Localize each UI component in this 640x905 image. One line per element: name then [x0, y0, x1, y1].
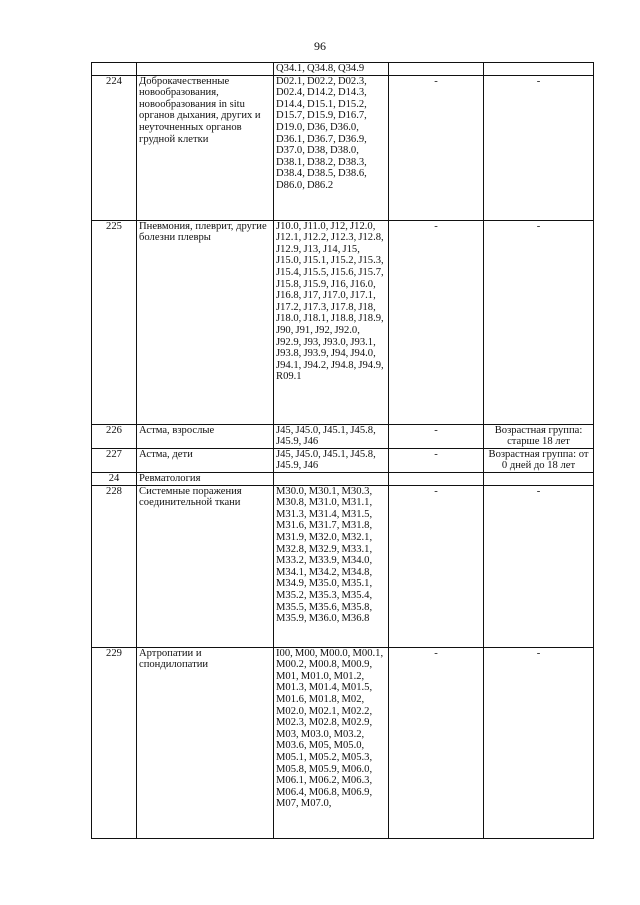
group-name: Астма, взрослые — [137, 424, 274, 448]
row-number: 228 — [92, 485, 137, 647]
classification-table — [91, 62, 594, 839]
group-name — [137, 63, 274, 76]
row-number: 224 — [92, 75, 137, 220]
extra-criterion: - — [389, 448, 484, 472]
icd-codes: I00, M00, M00.0, M00.1, M00.2, M00.8, M00.9, M01, M01.0, M01.2, M01.3, M01.4, M01.5, M01.6, M01.8, M02, M02.0, M02.1, M02.2, M02.3, M02.8, M02.9, M03, M03.0, M03.2, M03.6, M05, M05.0, M05.1, M05.2, M05.3, M05.8, M05.9, M06.0, M06.1, M06.2, M06.3, M06.4, M06.8, M06.9, M07, M07.0, — [274, 647, 389, 838]
section-title: Ревматология — [137, 472, 274, 485]
extra-criterion: - — [389, 220, 484, 424]
row-number: 226 — [92, 424, 137, 448]
table-row — [92, 647, 594, 838]
page-number: 96 — [314, 39, 326, 53]
age-group-condition: Возрастная группа: от 0 дней до 18 лет — [484, 448, 594, 472]
other-criterion: - — [484, 75, 594, 220]
icd-codes: D02.1, D02.2, D02.3, D02.4, D14.2, D14.3, D14.4, D15.1, D15.2, D15.7, D15.9, D16.7, D19.0, D36, D36.0, D36.1, D36.7, D36.9, D37.0, D38, D38.0, D38.1, D38.2, D38.3, D38.4, D38.5, D38.6, D86.0, D86.2 — [274, 75, 389, 220]
group-name: Артропатии и спондилопатии — [137, 647, 274, 838]
icd-codes: J45, J45.0, J45.1, J45.8, J45.9, J46 — [274, 424, 389, 448]
other-criterion — [484, 472, 594, 485]
table-row — [92, 220, 594, 424]
section-number: 24 — [92, 472, 137, 485]
row-number: 229 — [92, 647, 137, 838]
icd-codes: M30.0, M30.1, M30.3, M30.8, M31.0, M31.1, M31.3, M31.4, M31.5, M31.6, M31.7, M31.8, M31.9, M32.0, M32.1, M32.8, M32.9, M33.1, M33.2, M33.9, M34.0, M34.1, M34.2, M34.8, M34.9, M35.0, M35.1, M35.2, M35.3, M35.4, M35.5, M35.6, M35.8, M35.9, M36.0, M36.8 — [274, 485, 389, 647]
table-row — [92, 448, 594, 472]
extra-criterion: - — [389, 485, 484, 647]
table-row — [92, 424, 594, 448]
extra-criterion: - — [389, 647, 484, 838]
other-criterion — [484, 63, 594, 76]
icd-codes: J45, J45.0, J45.1, J45.8, J45.9, J46 — [274, 448, 389, 472]
group-name: Системные поражения соединительной ткани — [137, 485, 274, 647]
row-number — [92, 63, 137, 76]
section-row — [92, 472, 594, 485]
extra-criterion — [389, 63, 484, 76]
group-name: Астма, дети — [137, 448, 274, 472]
icd-codes — [274, 472, 389, 485]
table-row — [92, 75, 594, 220]
extra-criterion — [389, 472, 484, 485]
row-number: 225 — [92, 220, 137, 424]
other-criterion: - — [484, 647, 594, 838]
other-criterion: - — [484, 485, 594, 647]
row-number: 227 — [92, 448, 137, 472]
extra-criterion: - — [389, 75, 484, 220]
icd-codes: Q34.1, Q34.8, Q34.9 — [274, 63, 389, 76]
table-row — [92, 63, 594, 76]
table-row — [92, 485, 594, 647]
age-group-condition: Возрастная группа: старше 18 лет — [484, 424, 594, 448]
extra-criterion: - — [389, 424, 484, 448]
group-name: Пневмония, плеврит, другие болезни плевры — [137, 220, 274, 424]
other-criterion: - — [484, 220, 594, 424]
icd-codes: J10.0, J11.0, J12, J12.0, J12.1, J12.2, J12.3, J12.8, J12.9, J13, J14, J15, J15.0, J15.1, J15.2, J15.3, J15.4, J15.5, J15.6, J15.7, J15.8, J15.9, J16, J16.0, J16.8, J17, J17.0, J17.1, J17.2, J17.3, J17.8, J18, J18.0, J18.1, J18.8, J18.9, J90, J91, J92, J92.0, J92.9, J93, J93.0, J93.1, J93.8, J93.9, J94, J94.0, J94.1, J94.2, J94.8, J94.9, R09.1 — [274, 220, 389, 424]
group-name: Доброкачественные новообразования, новообразования in situ органов дыхания, других и неуточненных органов грудной клетки — [137, 75, 274, 220]
